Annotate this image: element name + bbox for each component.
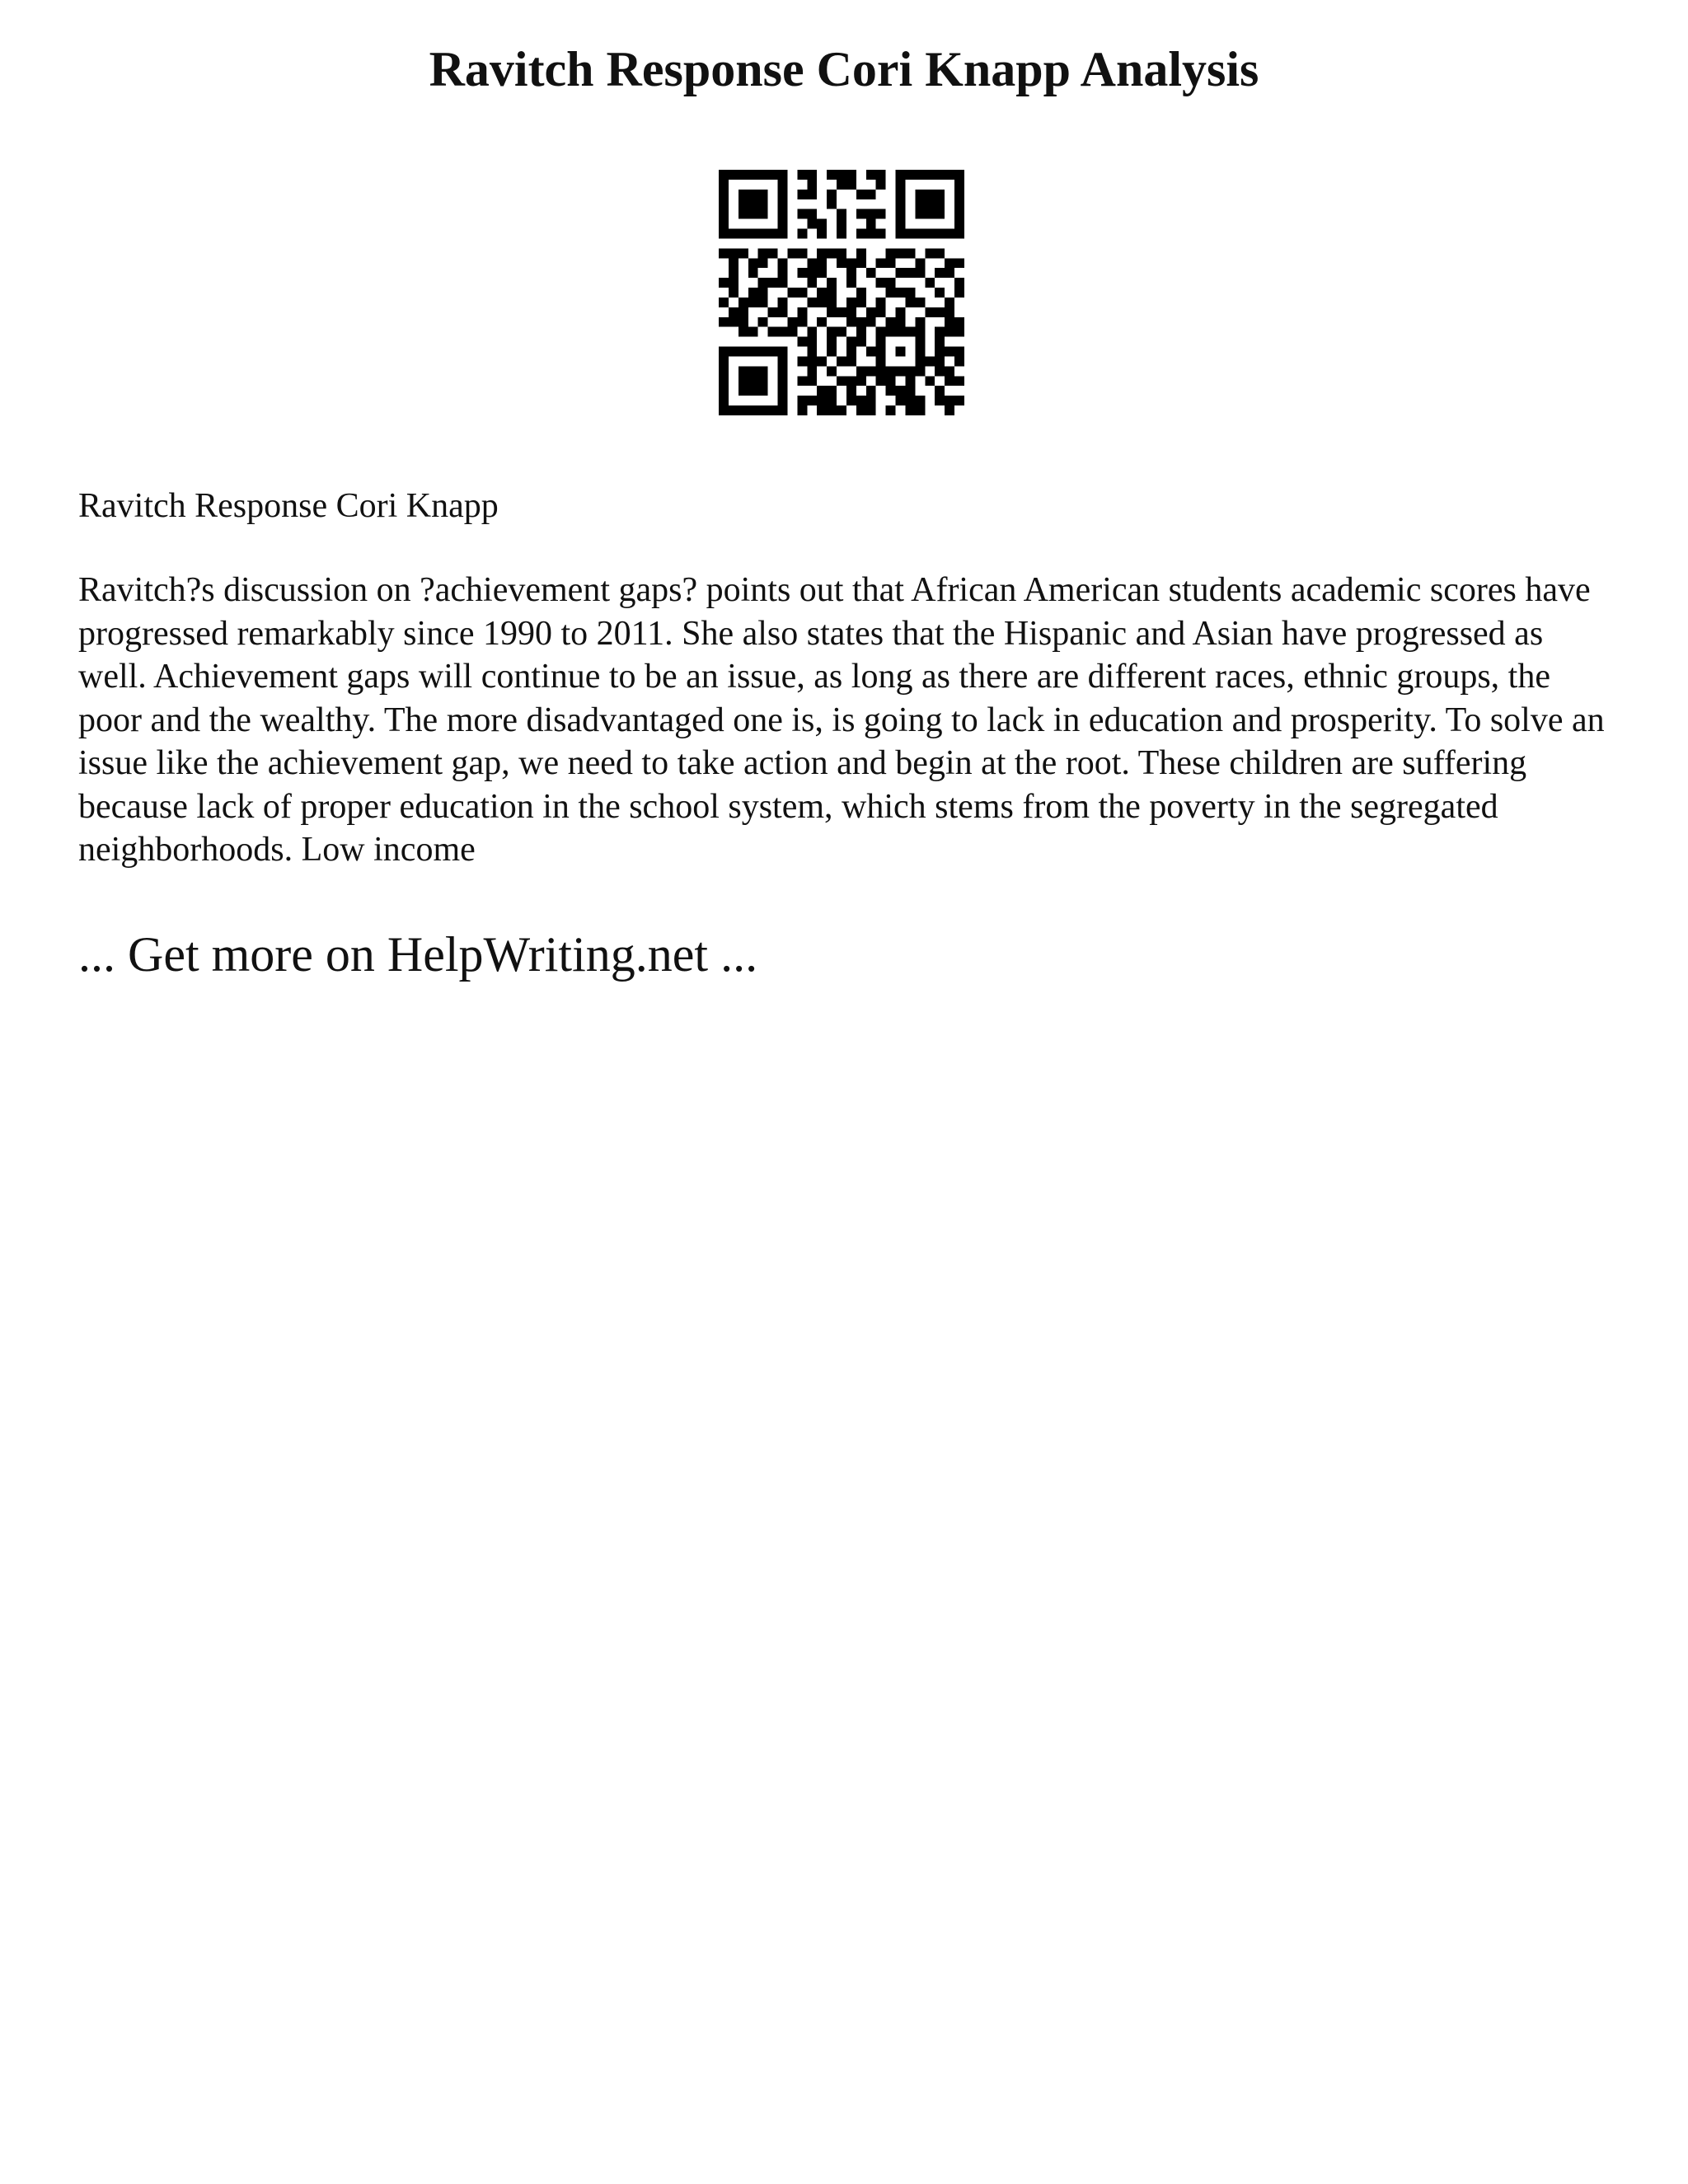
document-title: Ravitch Response Cori Knapp Analysis bbox=[429, 42, 1259, 96]
get-more-link[interactable]: ... Get more on HelpWriting.net ... bbox=[78, 927, 758, 982]
qr-code-icon bbox=[719, 170, 964, 415]
body-paragraph: Ravitch?s discussion on ?achievement gaps? points out that African American students academic scores have progressed remarkably since 1990 to 2011. She also states that the Hispanic and Asian have progressed as well. Achievement gaps will continue to be an issue, as long as there are different races, ethnic groups, the poor and the wealthy. The more disadvantaged one is, is going to lack in education and prosperity. To solve an issue like the achievement gap, we need to take action and begin at the root. These children are suffering because lack of proper education in the school system, which stems from the poverty in the segregated neighborhoods. Low income bbox=[78, 571, 1605, 869]
document-subtitle: Ravitch Response Cori Knapp bbox=[78, 487, 499, 525]
